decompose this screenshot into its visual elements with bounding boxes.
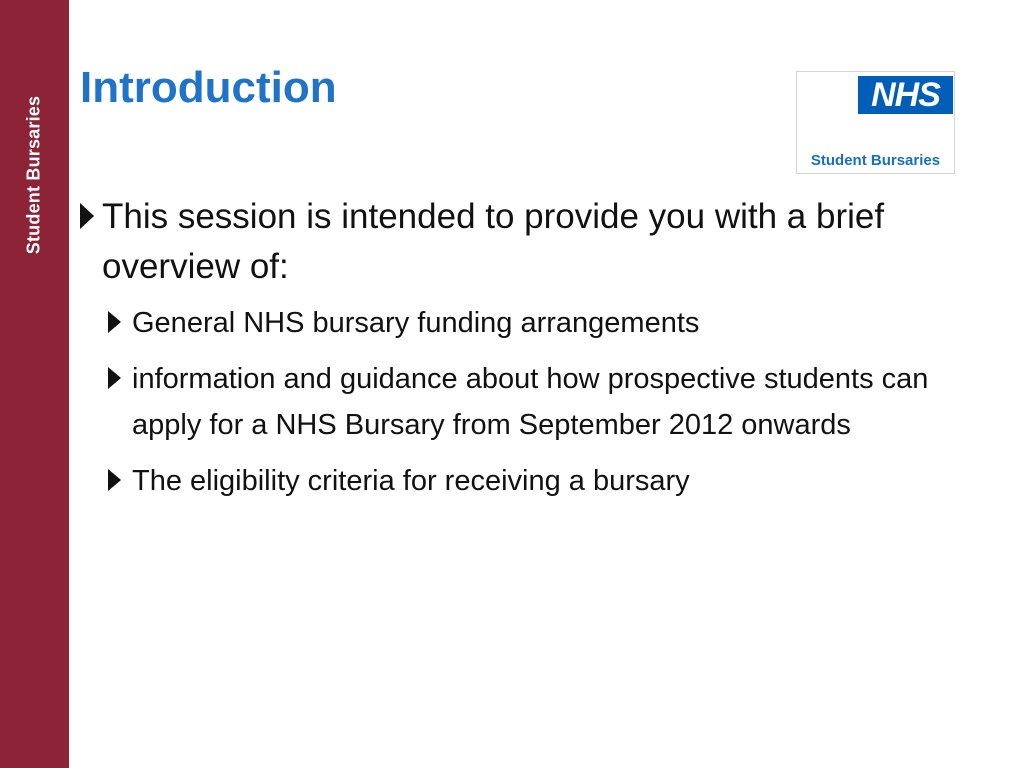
bullet-list xyxy=(80,192,960,514)
bullet-sub xyxy=(108,300,960,346)
nhs-badge: NHS xyxy=(858,76,953,114)
bullet-sub-text: information and guidance about how prospective students can apply for a NHS Bursary from September 2012 onwards xyxy=(132,363,929,441)
logo-caption: Student Bursaries xyxy=(810,152,941,169)
bullet-sub xyxy=(108,356,960,448)
slide-title: Introduction xyxy=(80,63,337,112)
sidebar-label: Student Bursaries xyxy=(23,95,44,255)
bullet-sub-text: General NHS bursary funding arrangements xyxy=(132,307,700,339)
nhs-logo xyxy=(796,71,955,174)
bullet-arrow-icon xyxy=(80,203,94,229)
sidebar-band xyxy=(0,0,69,768)
bullet-main xyxy=(80,192,960,292)
bullet-main-text: This session is intended to provide you with a brief overview of: xyxy=(102,197,885,286)
bullet-sub xyxy=(108,458,960,504)
bullet-arrow-icon xyxy=(108,469,121,491)
bullet-arrow-icon xyxy=(108,311,121,333)
bullet-arrow-icon xyxy=(108,367,121,389)
bullet-sub-text: The eligibility criteria for receiving a bursary xyxy=(132,465,690,497)
